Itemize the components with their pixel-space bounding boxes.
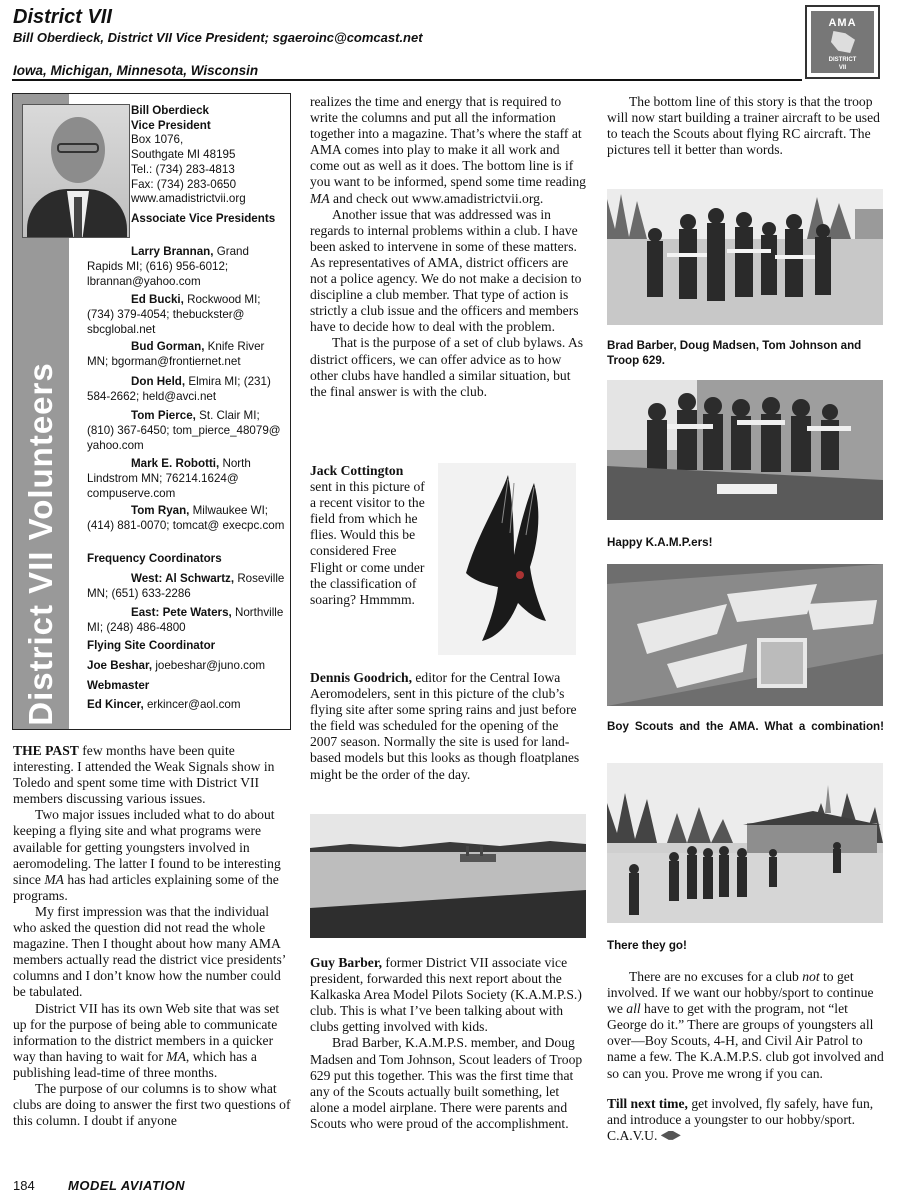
kampers-image — [607, 380, 883, 520]
paragraph: That is the purpose of a set of club bylaws. As district officers, we can offer advice as to how other clubs have handled a similar situation, but the final answer is with the club. — [310, 335, 584, 399]
paragraph: Another issue that was addressed was in regards to internal problems within a club. I have been asked to intervene in some of these matters. As representatives of AMA, district officers are not a police agency. We do not make a decision to discipline a club member. That type of action is strictly a club issue and the officers and members have to decide how to deal with the problem. — [310, 206, 582, 335]
paragraph: few months have been quite interesting. I attended the Weak Signals show in Toledo and spent some time with District VII members discussing various issues. — [13, 743, 275, 807]
paragraph: has had articles explaining some of the programs. — [13, 871, 279, 903]
paragraph: former District VII associate vice president, forwarded this next report about the Kalkaska Area Model Pilots Society (K.A.M.P.S.) club. This is what I’ve been talking about with clubs getting involved with kids. — [310, 955, 582, 1035]
vp-contact — [131, 104, 291, 227]
page-title: District VII — [13, 6, 112, 28]
volunteer-detail: Rockwood MI; (734) 379-4054; thebuckster@ sbcglobal.net — [87, 293, 261, 336]
page-subtitle: Bill Oberdieck, District VII Vice President; sgaeroinc@comcast.net — [13, 30, 423, 45]
dennis-paragraph — [310, 670, 588, 783]
volunteer-entry — [87, 503, 287, 533]
lead-in: Dennis Goodrich, — [310, 670, 412, 685]
vp-address2: Southgate MI 48195 — [131, 148, 236, 162]
sidebar-vertical-title: District VII Volunteers — [22, 362, 59, 726]
kampers-photo — [607, 380, 883, 520]
emphasis-all: all — [626, 1001, 641, 1017]
models-table-image — [607, 564, 883, 706]
freq-west — [87, 571, 287, 601]
volunteer-detail: Milwaukee WI; (414) 881-0070; tomcat@ execpc.com — [87, 504, 285, 532]
paragraph: get involved, fly safely, have fun, and introduce a youngster to our hobby/sport. C.A.V.U. — [607, 1095, 874, 1143]
guy-paragraph — [310, 955, 588, 1132]
volunteer-name: West: Al Schwartz, — [131, 572, 235, 585]
volunteer-detail: Grand Rapids MI; (616) 956-6012; lbrannan@yahoo.com — [87, 245, 249, 288]
volunteer-name: Ed Kincer, — [87, 698, 144, 711]
vp-tel: Tel.: (734) 283-4813 — [131, 162, 235, 176]
volunteer-detail: joebeshar@juno.com — [155, 659, 266, 672]
volunteer-detail: North Lindstrom MN; 76214.1624@ compuserve.com — [87, 457, 251, 500]
vp-title: Vice President — [131, 118, 211, 132]
paragraph: to get involved. If we want our hobby/sport to continue we — [607, 969, 874, 1017]
freq-east — [87, 605, 287, 635]
site-coordinator — [87, 658, 285, 673]
caption-there-they-go: There they go! — [607, 939, 687, 952]
flooded-field-image — [310, 814, 586, 938]
volunteer-name: Ed Bucki, — [131, 293, 184, 306]
paragraph: have to get with the program, not “let George do it.” There are groups of youngsters all over—Boy Scouts, 4-H, and Civil Air Patrol to name a few. The K.A.M.P.S. club got involved and so can you. Prove me wrong if you can. — [607, 1001, 884, 1081]
vp-web: www.amadistrictvii.org — [131, 192, 246, 206]
troop-group-photo — [607, 189, 883, 325]
magazine-name: MODEL AVIATION — [68, 1178, 186, 1193]
vp-fax: Fax: (734) 283-0650 — [131, 177, 237, 191]
paragraph: Two major issues included what to do about keeping a flying site and what programs were available for getting youngsters involved in aeromodeling. The latter I found to be interesting since — [13, 807, 281, 887]
lead-in: THE PAST — [13, 743, 79, 758]
lead-in: Guy Barber, — [310, 955, 383, 970]
emphasis-not: not — [802, 969, 820, 984]
paragraph: There are no excuses for a club — [629, 969, 799, 984]
header-rule — [12, 79, 802, 81]
article-column-3-end — [607, 969, 884, 1144]
page-number: 184 — [13, 1178, 35, 1193]
vulture-icon — [438, 463, 576, 655]
there-they-go-photo — [607, 763, 883, 923]
paragraph: realizes the time and energy that is required to write the columns and put all the information together into a magazine. That’s where the staff at AMA comes into play to make it all work and come out as well as it does. The bottom line is if you want to be informed, spend some time reading — [310, 94, 586, 190]
logo-vii-text: VII — [838, 65, 847, 71]
volunteer-entry — [87, 408, 287, 453]
models-table-photo — [607, 564, 883, 706]
volunteer-name: East: Pete Waters, — [131, 606, 232, 619]
volunteer-name: Tom Ryan, — [131, 504, 190, 517]
volunteers-sidebar — [12, 93, 291, 730]
volunteer-entry — [87, 339, 287, 369]
vulture-photo — [438, 463, 576, 655]
ma-italic: MA — [310, 190, 330, 206]
district-states: Iowa, Michigan, Minnesota, Wisconsin — [13, 63, 259, 78]
volunteer-detail: St. Clair MI; (810) 367-6450; tom_pierce_48079@ yahoo.com — [87, 409, 281, 452]
vp-address1: Box 1076, — [131, 133, 184, 147]
volunteer-entry — [87, 456, 287, 501]
volunteer-detail: erkincer@aol.com — [146, 698, 241, 711]
volunteer-name: Don Held, — [131, 375, 186, 388]
site-header: Flying Site Coordinator — [87, 639, 216, 652]
caption-troop: Brad Barber, Doug Madsen, Tom Johnson and Troop 629. — [607, 339, 862, 367]
assoc-header: Associate Vice Presidents — [131, 211, 276, 225]
volunteer-detail: Knife River MN; bgorman@frontiernet.net — [87, 340, 265, 368]
paragraph: , which has a publishing lead-time of three months. — [13, 1048, 257, 1080]
paragraph: My first impression was that the individual who asked the question did not read the whole magazine. Then I thought about how many AMA members actually read the district vice presidents’ columns and I don’t know how the number could be tabulated. — [13, 903, 286, 1000]
paragraph: sent in this picture of a recent visitor to the field from which he flies. Would this be considered Free Flight or come under the classification of soaring? Hmmmm. — [310, 479, 425, 607]
volunteer-detail: Elmira MI; (231) 584-2662; held@avci.net — [87, 375, 271, 403]
article-column-2 — [310, 94, 588, 400]
caption-kampers: Happy K.A.M.P.ers! — [607, 536, 713, 549]
vp-name: Bill Oberdieck — [131, 104, 209, 117]
paragraph: and check out www.amadistrictvii.org. — [333, 190, 544, 206]
volunteer-entry — [87, 292, 287, 337]
paragraph: The bottom line of this story is that the troop will now start building a trainer aircraft to be used to teach the Scouts about flying RC aircraft. The pictures tell it better than words. — [607, 94, 880, 158]
lead-in: Jack Cottington — [310, 463, 404, 478]
volunteer-name: Tom Pierce, — [131, 409, 196, 422]
portrait-tie — [74, 197, 82, 237]
ama-end-mark-icon — [661, 1131, 681, 1140]
portrait-glasses — [57, 143, 99, 153]
article-column-1 — [13, 743, 291, 1129]
flooded-field-photo — [310, 814, 586, 938]
there-they-go-image — [607, 763, 883, 923]
logo-district-text: DISTRICT — [828, 57, 857, 63]
article-column-3 — [607, 94, 884, 158]
logo-ama-text: AMA — [828, 17, 857, 29]
ma-italic: MA — [44, 871, 64, 887]
vp-portrait-photo — [22, 104, 130, 238]
webmaster — [87, 697, 285, 712]
ama-district-logo — [805, 5, 880, 79]
volunteer-detail: Northville MI; (248) 486-4800 — [87, 606, 284, 634]
paragraph: District VII has its own Web site that was set up for the purpose of being able to communicate information to the district members in a quicker way than having to wait for — [13, 1000, 280, 1064]
volunteer-name: Mark E. Robotti, — [131, 457, 220, 470]
lead-in: Till next time, — [607, 1095, 688, 1111]
ma-italic: MA — [166, 1048, 186, 1064]
michigan-map-icon — [831, 31, 855, 53]
volunteer-entry — [87, 374, 287, 404]
paragraph: The purpose of our columns is to show what clubs are doing to answer the first two questions of this column. I doubt if anyone — [13, 1080, 291, 1129]
paragraph: Brad Barber, K.A.M.P.S. member, and Doug Madsen and Tom Johnson, Scout leaders of Troop 629 put this together. This was the first time that any of the Scouts actually built something, let alone a model airplane. There were parents and Scouts who were proud of the accomplishment. — [310, 1035, 583, 1131]
paragraph: editor for the Central Iowa Aeromodelers, sent in this picture of the club’s flying site after some spring rains and just before the field was scheduled for the opening of the 2007 season. Normally the site is used for land-based models but this looks as though floatplanes might be the order of the day. — [310, 670, 580, 782]
volunteer-name: Larry Brannan, — [131, 245, 214, 258]
caption-boy-scouts: Boy Scouts and the AMA. What a combination! — [607, 720, 884, 733]
volunteer-name: Bud Gorman, — [131, 340, 205, 353]
freq-header: Frequency Coordinators — [87, 552, 222, 565]
volunteer-entry — [87, 244, 287, 289]
troop-group-image — [607, 189, 883, 325]
volunteer-name: Joe Beshar, — [87, 659, 153, 672]
volunteer-detail: Roseville MN; (651) 633-2286 — [87, 572, 285, 600]
webmaster-header: Webmaster — [87, 679, 150, 692]
jack-paragraph — [310, 463, 428, 608]
